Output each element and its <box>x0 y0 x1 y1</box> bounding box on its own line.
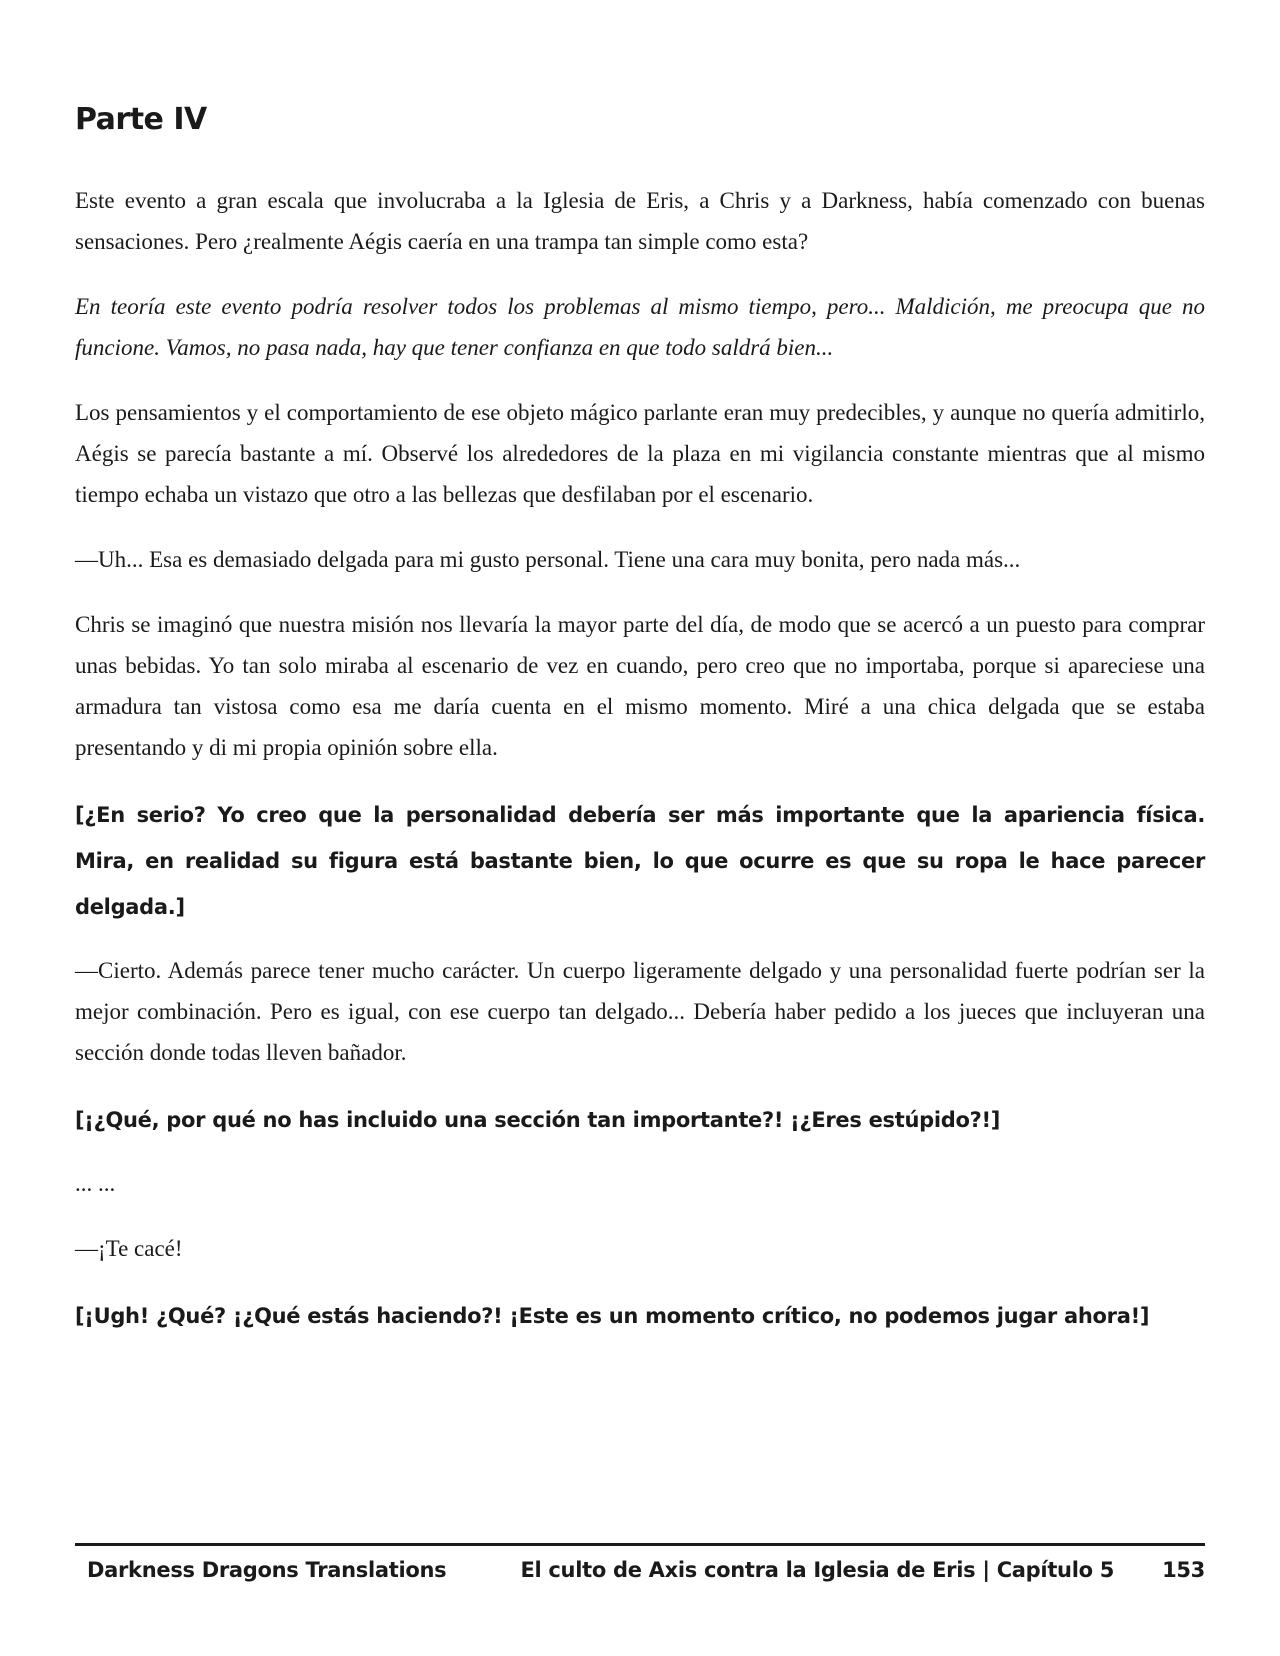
page <box>75 0 1205 1656</box>
paragraph-11-weapon-speech: [¡Ugh! ¿Qué? ¡¿Qué estás haciendo?! ¡Este es un momento crítico, no podemos jugar ahora!] <box>75 1304 1150 1328</box>
paragraph-9-ellipsis: ... ... <box>75 1171 116 1196</box>
page-footer <box>75 1543 1205 1596</box>
footer-chapter-title: El culto de Axis contra la Iglesia de Eris | Capítulo 5 <box>520 1558 1115 1582</box>
paragraph-4-dialogue: —Uh... Esa es demasiado delgada para mi gusto personal. Tiene una cara muy bonita, pero nada más... <box>75 547 1021 572</box>
paragraph-5: Chris se imaginó que nuestra misión nos llevaría la mayor parte del día, de modo que se acercó a un puesto para comprar unas bebidas. Yo tan solo miraba al escenario de vez en cuando, pero creo que no importaba, porque si apareciese una armadura tan vistosa como esa me daría cuenta en el mismo momento. Miré a una chica delgada que se estaba presentando y di mi propia opinión sobre ella. <box>75 612 1205 760</box>
paragraph-2-thought: En teoría este evento podría resolver todos los problemas al mismo tiempo, pero... Maldición, me preocupa que no funcione. Vamos, no pasa nada, hay que tener confianza en que todo saldrá bien... <box>75 294 1205 360</box>
paragraph-7-dialogue: —Cierto. Además parece tener mucho carácter. Un cuerpo ligeramente delgado y una personalidad fuerte podrían ser la mejor combinación. Pero es igual, con ese cuerpo tan delgado... Debería haber pedido a los jueces que incluyeran una sección donde todas lleven bañador. <box>75 958 1205 1065</box>
body-text <box>75 180 1205 1359</box>
footer-right-group <box>520 1558 1205 1582</box>
paragraph-3: Los pensamientos y el comportamiento de ese objeto mágico parlante eran muy predecibles, y aunque no quería admitirlo, Aégis se parecía bastante a mí. Observé los alrededores de la plaza en mi vigilancia constante mientras que al mismo tiempo echaba un vistazo que otro a las bellezas que desfilaban por el escenario. <box>75 400 1205 507</box>
section-heading: Parte IV <box>75 102 207 137</box>
paragraph-10-dialogue: —¡Te cacé! <box>75 1236 183 1261</box>
paragraph-8-weapon-speech: [¡¿Qué, por qué no has incluido una sección tan importante?! ¡¿Eres estúpido?!] <box>75 1108 1001 1132</box>
paragraph-1: Este evento a gran escala que involucraba a la Iglesia de Eris, a Chris y a Darkness, había comenzado con buenas sensaciones. Pero ¿realmente Aégis caería en una trampa tan simple como esta? <box>75 188 1205 254</box>
paragraph-6-weapon-speech: [¿En serio? Yo creo que la personalidad debería ser más importante que la apariencia física. Mira, en realidad su figura está bastante bien, lo que ocurre es que su ropa le hace parecer delgada.] <box>75 803 1205 919</box>
footer-translator: Darkness Dragons Translations <box>87 1558 447 1582</box>
page-number: 153 <box>1162 1558 1205 1582</box>
